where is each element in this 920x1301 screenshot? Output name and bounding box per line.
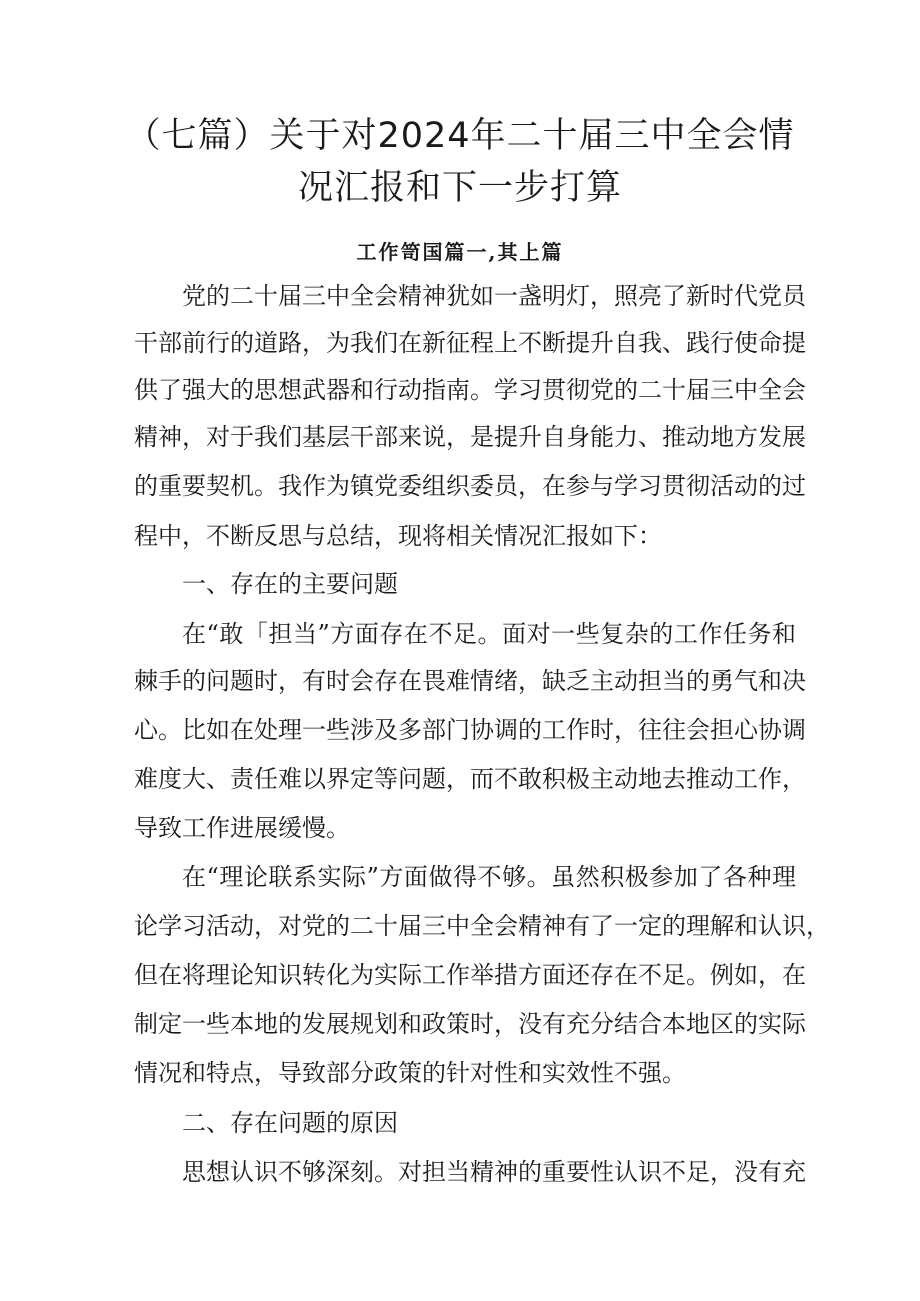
- paragraph-1-line: 干部前行的道路，为我们在新征程上不断提升自我、践行使命提: [134, 329, 806, 357]
- paragraph-2-line: 心。比如在处理一些涉及多部门协调的工作时，往往会担心协调: [134, 716, 806, 744]
- paragraph-2-line: 导致工作进展缓慢。: [134, 814, 350, 842]
- document-subtitle: 工作笥国篇一,其上篇: [356, 240, 564, 264]
- paragraph-1-line: 程中，不断反思与总结，现将相关情况汇报如下：: [134, 522, 662, 550]
- paragraph-3-line: 论学习活动，对党的二十届三中全会精神有了一定的理解和认识，: [134, 912, 830, 940]
- section-heading-2: 二、存在问题的原因: [182, 1109, 398, 1137]
- document-title-line-2: 况汇报和下一步打算: [297, 168, 622, 208]
- paragraph-3-line: 在“理论联系实际”方面做得不够。虽然积极参加了各种理: [182, 863, 796, 891]
- paragraph-4-line: 思想认识不够深刻。对担当精神的重要性认识不足，没有充: [182, 1158, 806, 1186]
- paragraph-1-line: 精神，对于我们基层干部来说，是提升自身能力、推动地方发展: [134, 423, 806, 451]
- paragraph-1-line: 供了强大的思想武器和行动指南。学习贯彻党的二十届三中全会: [134, 376, 806, 404]
- paragraph-3-line: 制定一些本地的发展规划和政策时，没有充分结合本地区的实际: [134, 1010, 806, 1038]
- paragraph-3-line: 但在将理论知识转化为实际工作举措方面还存在不足。例如，在: [134, 961, 806, 989]
- paragraph-1-line: 党的二十届三中全会精神犹如一盏明灯，照亮了新时代党员: [182, 282, 806, 310]
- paragraph-1-line: 的重要契机。我作为镇党委组织委员，在参与学习贯彻活动的过: [134, 472, 806, 500]
- paragraph-2-line: 难度大、责任难以界定等问题，而不敢积极主动地去推动工作，: [134, 765, 806, 793]
- section-heading-1: 一、存在的主要问题: [182, 570, 398, 598]
- document-title-line-1: （七篇）关于对2024年二十届三中全会情: [125, 116, 795, 156]
- paragraph-2-line: 棘手的问题时，有时会存在畏难情绪，缺乏主动担当的勇气和决: [134, 667, 806, 695]
- paragraph-2-line: 在“敢「担当”方面存在不足。面对一些复杂的工作任务和: [182, 620, 796, 648]
- paragraph-3-line: 情况和特点，导致部分政策的针对性和实效性不强。: [134, 1059, 686, 1087]
